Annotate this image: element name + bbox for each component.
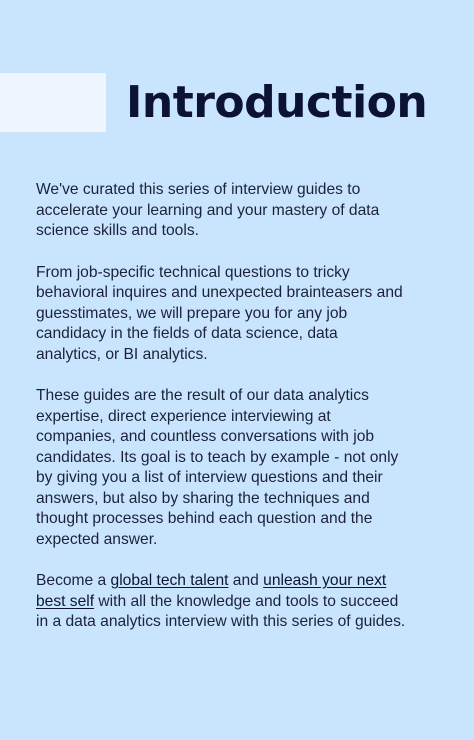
text-line: companies, and countless conversations with job	[36, 428, 375, 445]
text-segment: and	[228, 572, 264, 589]
text-line: by giving you a list of interview questions and their	[36, 469, 383, 486]
text-line: answers, but also by sharing the techniques and	[36, 489, 370, 507]
text-segment: Become a	[36, 572, 111, 589]
intro-body	[36, 180, 446, 654]
paragraph-1	[36, 180, 446, 242]
text-line: science skills and tools.	[36, 222, 199, 239]
text-line: candidacy in the fields of data science, data	[36, 325, 338, 342]
text-line: guesstimates, we will prepare you for any job	[36, 304, 348, 322]
paragraph-2	[36, 263, 446, 366]
global-tech-talent-link[interactable]: global tech talent	[110, 572, 229, 589]
text-line: candidates. Its goal is to teach by example - not only	[36, 448, 399, 466]
text-line: behavioral inquires and unexpected brainteasers and	[36, 284, 403, 301]
text-line: From job-specific technical questions to tricky	[36, 263, 350, 281]
text-line: We've curated this series of interview guides to	[36, 181, 361, 198]
text-line: analytics, or BI analytics.	[36, 345, 208, 363]
text-line: expected answer.	[36, 530, 158, 548]
text-segment: with all the knowledge and tools to succeed	[94, 592, 399, 610]
text-line: in a data analytics interview with this series of guides.	[36, 613, 406, 630]
text-line: expertise, direct experience interviewing at	[36, 407, 331, 425]
page-title: Introduction	[126, 77, 428, 128]
text-line: thought processes behind each question and the	[36, 510, 373, 527]
paragraph-3	[36, 386, 446, 550]
unleash-next-link[interactable]: unleash your next	[263, 572, 387, 589]
paragraph-4	[36, 571, 446, 633]
title-accent-block	[0, 73, 106, 132]
best-self-link[interactable]: best self	[36, 592, 95, 610]
text-line: These guides are the result of our data analytics	[36, 387, 369, 404]
text-line: accelerate your learning and your mastery of data	[36, 201, 380, 219]
